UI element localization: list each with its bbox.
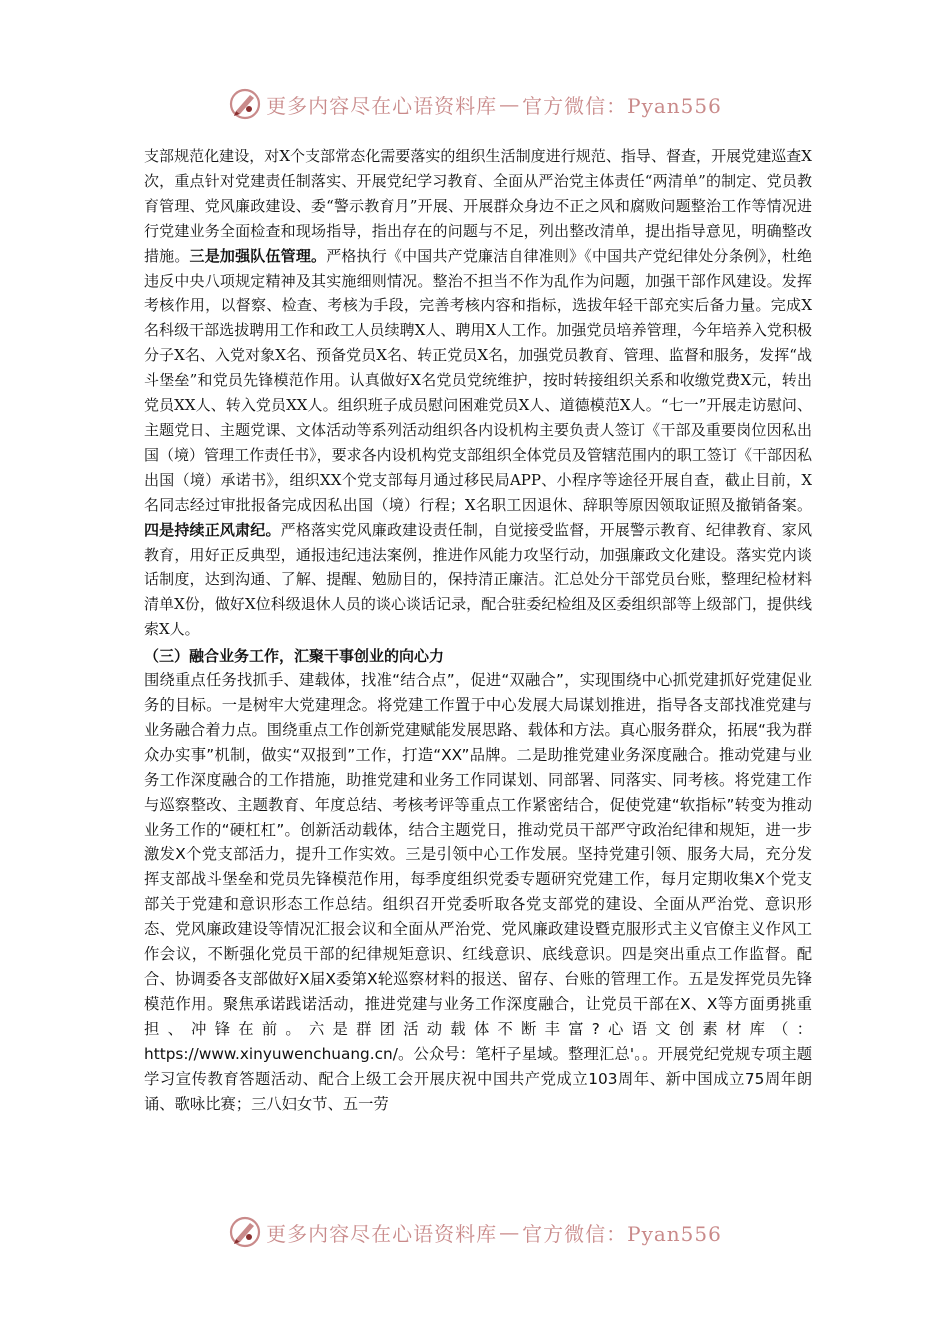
section-heading: （三）融合业务工作，汇聚干事创业的向心力 bbox=[144, 647, 445, 666]
watermark-text: 更多内容尽在心语资料库 bbox=[266, 93, 498, 118]
paragraph-branch-building bbox=[144, 144, 812, 642]
header-watermark bbox=[0, 84, 950, 124]
paragraph-business-integration: 围绕重点任务找抓手、建载体，找准“结合点”，促进“双融合”，实现围绕中心抓党建抓好党建促业务的目标。一是树牢大党建理念。将党建工作置于中心发展大局谋划推进，指导各支部找准党建与业务融合着力点。围绕重点工作创新党建赋能发展思路、载体和方法。真心服务群众，拓展“我为群众办实事”机制，做实“双报到”工作，打造“XX”品牌。二是助推党建业务深度融合。推动党建与业务工作深度融合的工作措施，助推党建和业务工作同谋划、同部署、同落实、同考核。将党建工作与巡察整改、主题教育、年度总结、考核考评等重点工作紧密结合，促使党建“软指标”转变为推动业务工作的“硬杠杠”。创新活动载体，结合主题党日，推动党员干部严守政治纪律和规矩，进一步激发X个党支部活力，提升工作实效。三是引领中心工作发展。坚持党建引领、服务大局，充分发挥支部战斗堡垒和党员先锋模范作用，每季度组织党委专题研究党建工作，每月定期收集X个党支部关于党建和意识形态工作总结。组织召开党委听取各党支部党的建设、全面从严治党、意识形态、党风廉政建设等情况汇报会议和全面从严治党、党风廉政建设暨克服形式主义官僚主义作风工作会议，不断强化党员干部的纪律规矩意识、红线意识、底线意识。四是突出重点工作监督。配合、协调委各支部做好X届X委第X轮巡察材料的报送、留存、台账的管理工作。五是发挥党员先锋模范作用。聚焦承诺践诺活动，推进党建与业务工作深度融合，让党员干部在X、X等方面勇挑重担、冲锋在前。六是群团活动载体不断丰富?心语文创素材库（：https://www.xinyuwenchuang.cn/。公众号：笔杆子星域。整理汇总'。。开展党纪党规专项主题学习宣传教育答题活动、配合上级工会开展庆祝中国共产党成立103周年、新中国成立75周年朗诵、歌咏比赛；三八妇女节、五一劳 bbox=[144, 671, 812, 1113]
paragraph-text: 支部规范化建设，对X个支部常态化需要落实的组织生活制度进行规范、指导、督查，开展党建巡查X次，重点针对党建责任制落实、开展党纪学习教育、全面从严治党主体责任“两清单”的制定、党员教育管理、党风廉政建设、委“警示教育月”开展、开展群众身边不正之风和腐败问题整治工作等情况进行党建业务全面检查和现场指导，指出存在的问题与不足，列出整改清单，提出指导意见，明确整改措施。 bbox=[144, 147, 812, 265]
pen-book-logo-icon bbox=[228, 87, 262, 121]
bold-subheading: 四是持续正风肃纪。 bbox=[144, 520, 281, 539]
footer-watermark bbox=[0, 1212, 950, 1252]
document-body bbox=[144, 144, 812, 1116]
watermark-text: 更多内容尽在心语资料库 bbox=[266, 1221, 498, 1246]
watermark-separator: — bbox=[499, 92, 521, 116]
watermark-contact: 官方微信：Pyan556 bbox=[522, 93, 722, 118]
watermark-contact: 官方微信：Pyan556 bbox=[522, 1221, 722, 1246]
pen-book-logo-icon bbox=[228, 1215, 262, 1249]
watermark-separator: — bbox=[499, 1220, 521, 1244]
paragraph-text: 严格落实党风廉政建设责任制，自觉接受监督，开展警示教育、纪律教育、家风教育，用好正反典型，通报违纪违法案例，推进作风能力攻坚行动，加强廉政文化建设。落实党内谈话制度，达到沟通、了解、提醒、勉励目的，保持清正廉洁。汇总处分干部党员台账，整理纪检材料清单X份，做好X位科级退休人员的谈心谈话记录，配合驻委纪检组及区委组织部等上级部门，提供线索X人。 bbox=[144, 520, 812, 639]
paragraph-text: 严格执行《中国共产党廉洁自律准则》《中国共产党纪律处分条例》，杜绝违反中央八项规定精神及其实施细则情况。整治不担当不作为乱作为问题，加强干部作风建设。发挥考核作用，以督察、检查、考核为手段，完善考核内容和指标，选拔年轻干部充实后备力量。完成X名科级干部选拔聘用工作和政工人员续聘X人、聘用X人工作。加强党员培养管理，今年培养入党积极分子X名、入党对象X名、预备党员X名、转正党员X名，加强党员教育、管理、监督和服务，发挥“战斗堡垒”和党员先锋模范作用。认真做好X名党员党统维护，按时转接组织关系和收缴党费X元，转出党员XX人、转入党员XX人。组织班子成员慰问困难党员X人、道德模范X人。“七一”开展走访慰问、主题党日、主题党课、文体活动等系列活动组织各内设机构主要负责人签订《干部及重要岗位因私出国（境）管理工作责任书》，要求各内设机构党支部组织全体党员及管辖范围内的职工签订《干部因私出国（境）承诺书》，组织XX个党支部每月通过移民局APP、小程序等途径开展自查，截止目前，X名同志经过审批报备完成因私出国（境）行程；X名职工因退休、辞职等原因领取证照及撤销备案。 bbox=[144, 246, 812, 514]
bold-subheading: 三是加强队伍管理。 bbox=[189, 246, 327, 265]
